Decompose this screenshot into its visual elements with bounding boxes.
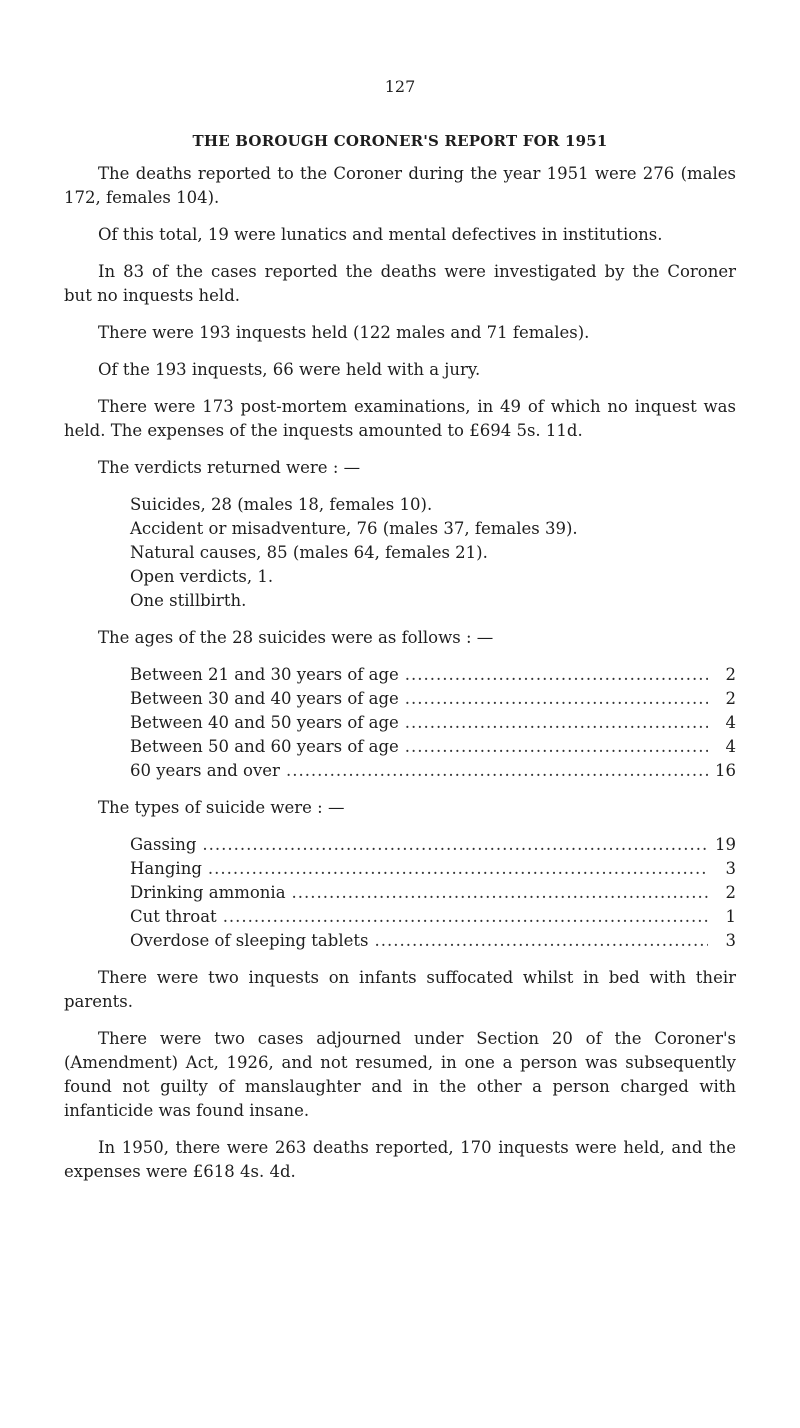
dot-leader xyxy=(223,905,708,929)
list-item: One stillbirth. xyxy=(130,591,247,610)
paragraph-deaths-reported: The deaths reported to the Coroner during the year 1951 were 276 (males 172, females 104). xyxy=(64,164,736,207)
dot-leader xyxy=(208,857,708,881)
row-value: 2 xyxy=(725,883,736,902)
row-value: 4 xyxy=(725,713,736,732)
list-item: Suicides, 28 (males 18, females 10). xyxy=(130,495,433,514)
dot-leader xyxy=(202,833,708,857)
paragraph-inquests-held: There were 193 inquests held (122 males and 71 females). xyxy=(98,323,590,342)
table-row xyxy=(130,833,736,857)
paragraph-no-inquests: In 83 of the cases reported the deaths were investigated by the Coroner but no inquests held. xyxy=(64,262,736,305)
dot-leader xyxy=(405,711,708,735)
row-value: 3 xyxy=(725,859,736,878)
paragraph-adjourned-cases: There were two cases adjourned under Section 20 of the Coroner's (Amendment) Act, 1926, and not resumed, in one a person was subsequently found not guilty of manslaughter and in the other a person charged with infanticide was found insane. xyxy=(64,1029,736,1120)
table-row xyxy=(130,735,736,759)
row-label: Between 21 and 30 years of age xyxy=(130,665,399,684)
row-value: 16 xyxy=(715,761,736,780)
table-row xyxy=(130,759,736,783)
list-item: Open verdicts, 1. xyxy=(130,567,274,586)
row-label: Between 40 and 50 years of age xyxy=(130,713,399,732)
row-label: Between 30 and 40 years of age xyxy=(130,689,399,708)
dot-leader xyxy=(405,735,708,759)
paragraph-lunatics: Of this total, 19 were lunatics and mental defectives in institutions. xyxy=(98,225,663,244)
types-table xyxy=(130,833,736,953)
row-label: Hanging xyxy=(130,859,202,878)
dot-leader xyxy=(405,663,708,687)
page-number: 127 xyxy=(384,77,416,96)
row-value: 2 xyxy=(725,689,736,708)
list-item: Natural causes, 85 (males 64, females 21). xyxy=(130,543,488,562)
dot-leader xyxy=(374,929,708,953)
dot-leader xyxy=(292,881,708,905)
row-value: 4 xyxy=(725,737,736,756)
verdicts-list xyxy=(130,493,736,613)
table-row xyxy=(130,929,736,953)
table-row xyxy=(130,663,736,687)
table-row xyxy=(130,905,736,929)
table-row xyxy=(130,711,736,735)
row-label: Gassing xyxy=(130,835,197,854)
paragraph-types-intro: The types of suicide were : — xyxy=(98,798,345,817)
table-row xyxy=(130,881,736,905)
paragraph-ages-intro: The ages of the 28 suicides were as follows : — xyxy=(98,628,494,647)
report-heading: THE BOROUGH CORONER'S REPORT FOR 1951 xyxy=(192,132,608,150)
report-body xyxy=(64,162,736,1197)
row-label: Overdose of sleeping tablets xyxy=(130,931,369,950)
row-label: Cut throat xyxy=(130,907,217,926)
paragraph-jury: Of the 193 inquests, 66 were held with a jury. xyxy=(98,360,481,379)
paragraph-verdicts-intro: The verdicts returned were : — xyxy=(98,458,361,477)
ages-table xyxy=(130,663,736,783)
table-row xyxy=(130,857,736,881)
paragraph-1950-comparison: In 1950, there were 263 deaths reported, 170 inquests were held, and the expenses were £618 4s. 4d. xyxy=(64,1138,736,1181)
dot-leader xyxy=(405,687,708,711)
row-value: 19 xyxy=(715,835,736,854)
row-label: 60 years and over xyxy=(130,761,280,780)
row-label: Between 50 and 60 years of age xyxy=(130,737,399,756)
paragraph-post-mortem: There were 173 post-mortem examinations, in 49 of which no inquest was held. The expenses of the inquests amounted to £694 5s. 11d. xyxy=(64,397,736,440)
row-value: 1 xyxy=(725,907,736,926)
row-value: 2 xyxy=(725,665,736,684)
row-label: Drinking ammonia xyxy=(130,883,286,902)
list-item: Accident or misadventure, 76 (males 37, females 39). xyxy=(130,519,578,538)
paragraph-infants: There were two inquests on infants suffocated whilst in bed with their parents. xyxy=(64,968,736,1011)
table-row xyxy=(130,687,736,711)
row-value: 3 xyxy=(725,931,736,950)
dot-leader xyxy=(286,759,708,783)
